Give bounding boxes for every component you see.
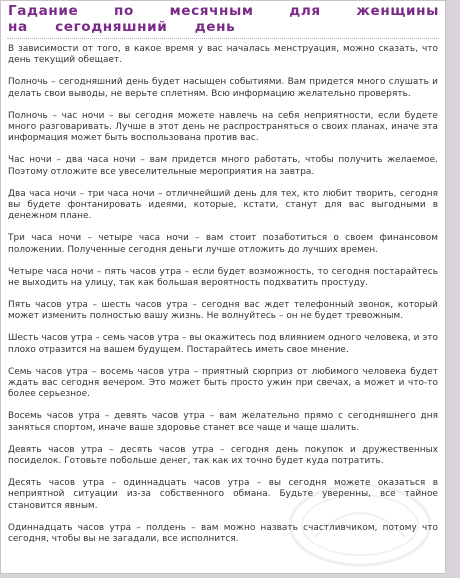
paragraph-9am-to-10am: Девять часов утра – десять часов утра – сегодня день покупок и дружественных посиделок. Готовьте побольше денег, так как их точно будет куда потратить. [8, 444, 438, 467]
paragraph-8am-to-9am: Восемь часов утра – девять часов утра – вам желательно прямо с сегодняшнего дня заняться спортом, иначе ваше здоровье станет все чаще и чаще шалить. [8, 411, 438, 433]
paragraph-5am-to-6am: Пять часов утра – шесть часов утра – сегодня вас ждет телефонный звонок, который может изменить полностью вашу жизнь. Не волнуйтесь – он не будет тревожным. [8, 300, 438, 322]
paragraph-intro: В зависимости от того, в какое время у вас началась менструация, можно сказать, что день текущий обещает. [8, 44, 438, 66]
paragraph-midnight: Полночь – сегодняшний день будет насыщен событиями. Вам придется много слушать и делать свои выводы, не верьте сплетням. Всю информацию желательно проверять. [8, 77, 438, 99]
paragraph-6am-to-7am: Шесть часов утра – семь часов утра – вы окажитесь под влиянием одного человека, и это плохо отразится на вашем будущем. Постарайтесь иметь свое мнение. [8, 333, 438, 355]
paragraph-1am-to-2am: Час ночи – два часа ночи – вам придется много работать, чтобы получить желаемое. Поэтому отложите все увеселительные мероприятия на завтра. [8, 155, 438, 177]
article-body [1, 39, 445, 546]
article-title: Гадание по месячным для женщины на сегодняшний день [8, 3, 439, 35]
paragraph-10am-to-11am: Десять часов утра – одиннадцать часов утра – вы сегодня можете оказаться в неприятной ситуации из-за собственного обмана. Будьте уверенны, все тайное становится явным. [8, 477, 438, 511]
paragraph-11am-to-noon: Одиннадцать часов утра – полдень – вам можно назвать счастливчиком, потому что сегодня, чтобы вы не загадали, все исполнится. [8, 522, 438, 545]
paragraph-3am-to-4am: Три часа ночи – четыре часа ночи – вам стоит позаботиться о своем финансовом положении. Полученные сегодня деньги лучше отложить до лучших времен. [8, 233, 438, 255]
paragraph-4am-to-5am: Четыре часа ночи – пять часов утра – если будет возможность, то сегодня постарайтесь не выходить на улицу, так как большая вероятность подхватить простуду. [8, 266, 438, 289]
paragraph-7am-to-8am: Семь часов утра – восемь часов утра – приятный сюрприз от любимого человека будет ждать вас сегодня вечером. Это может быть просто ужин при свечах, а может и что-то более серьезное. [8, 366, 438, 400]
paragraph-midnight-to-1am: Полночь – час ночи – вы сегодня можете навлечь на себя неприятности, если будете много разговаривать. Лучше в этот день не распространяться о своих планах, иначе эта информация может быть воспользована против вас. [8, 110, 438, 144]
paragraph-2am-to-3am: Два часа ночи – три часа ночи – отличнейший день для тех, кто любит творить, сегодня вы будете фонтанировать идеями, которые, кстати, станут для вас выгодными в денежном плане. [8, 188, 438, 222]
